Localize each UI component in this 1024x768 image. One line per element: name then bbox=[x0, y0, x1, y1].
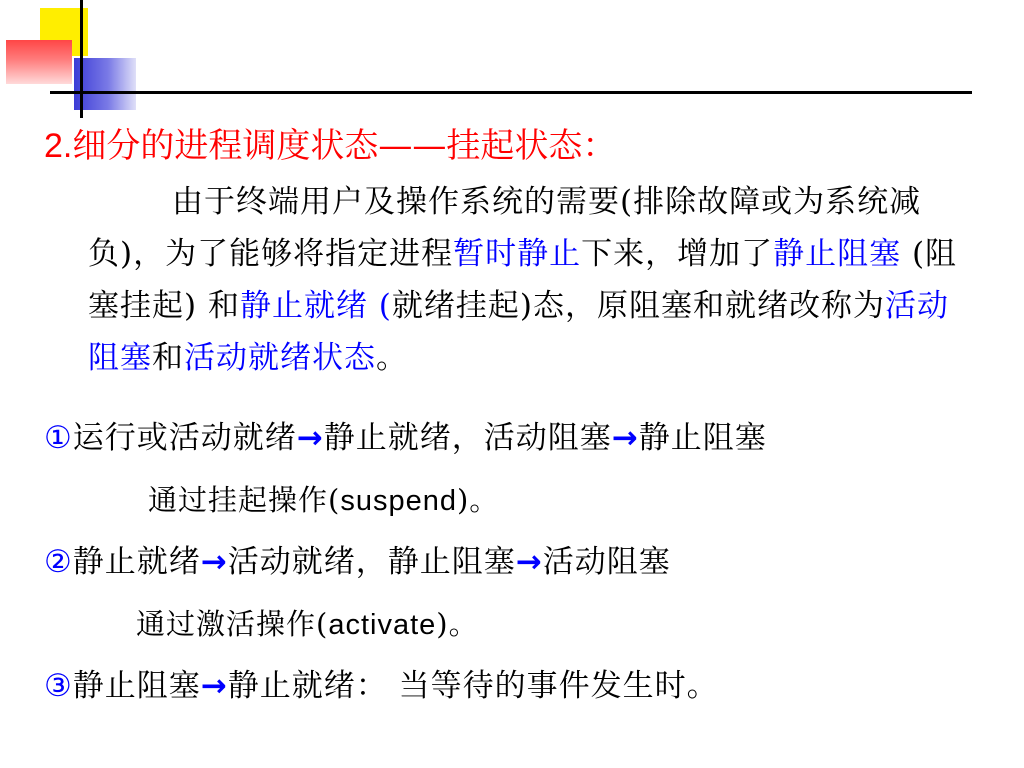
arrow-right-icon: → bbox=[611, 420, 639, 456]
arrow-right-icon: → bbox=[200, 544, 228, 580]
decor-red-square bbox=[6, 40, 72, 84]
para-text: 和 bbox=[152, 340, 184, 376]
item-marker: ② bbox=[44, 544, 73, 580]
detail-term: activate bbox=[328, 609, 437, 641]
title-number: 2. bbox=[44, 127, 73, 165]
para-text: (阻塞挂起) 和 bbox=[88, 236, 958, 324]
item-text: 静止就绪： 当等待的事件发生时。 bbox=[227, 668, 719, 704]
list-item-2-detail bbox=[136, 602, 479, 647]
highlight-temp-suspend: 暂时静止 bbox=[453, 236, 582, 272]
highlight-active-ready: 活动就绪状态 bbox=[184, 340, 376, 376]
list-item-1-detail bbox=[148, 478, 499, 523]
decor-blue-square bbox=[74, 58, 136, 110]
detail-text: 通过激活操作( bbox=[136, 607, 329, 641]
item-marker: ③ bbox=[44, 668, 73, 704]
item-text: 静止阻塞 bbox=[638, 420, 767, 456]
arrow-right-icon: → bbox=[200, 668, 228, 704]
highlight-static-blocked: 静止阻塞 bbox=[773, 236, 902, 272]
slide-title bbox=[44, 124, 616, 168]
item-text: 活动就绪，静止阻塞 bbox=[227, 544, 516, 580]
item-marker: ① bbox=[44, 420, 73, 456]
item-text: 活动阻塞 bbox=[542, 544, 671, 580]
detail-text: )。 bbox=[436, 607, 479, 641]
para-text: 由于终端用户及操作系统的需要(排除故障或为系统减负)，为了能够将指定进程 bbox=[88, 184, 922, 272]
para-text: 。 bbox=[376, 340, 408, 376]
detail-term: suspend bbox=[340, 485, 457, 517]
header-rule bbox=[50, 91, 972, 94]
list-item-1 bbox=[44, 416, 767, 460]
item-text: 运行或活动就绪 bbox=[72, 420, 297, 456]
title-text: 细分的进程调度状态——挂起状态： bbox=[72, 126, 617, 166]
item-text: 静止阻塞 bbox=[72, 668, 201, 704]
detail-text: )。 bbox=[456, 483, 500, 517]
item-text: 静止就绪，活动阻塞 bbox=[323, 420, 612, 456]
arrow-right-icon: → bbox=[296, 420, 324, 456]
highlight-active-blocked: 活动阻塞 bbox=[88, 288, 949, 376]
para-text: 就绪挂起)态，原阻塞和就绪改称为 bbox=[391, 288, 885, 324]
intro-paragraph bbox=[88, 176, 978, 384]
decor-vertical-line bbox=[80, 0, 83, 118]
detail-text: 通过挂起操作( bbox=[148, 483, 341, 517]
item-text: 静止就绪 bbox=[72, 544, 201, 580]
para-text: 下来，增加了 bbox=[581, 236, 774, 272]
list-item-2 bbox=[44, 540, 671, 584]
highlight-static-ready: 静止就绪 ( bbox=[239, 288, 392, 324]
arrow-right-icon: → bbox=[515, 544, 543, 580]
list-item-3 bbox=[44, 664, 719, 708]
